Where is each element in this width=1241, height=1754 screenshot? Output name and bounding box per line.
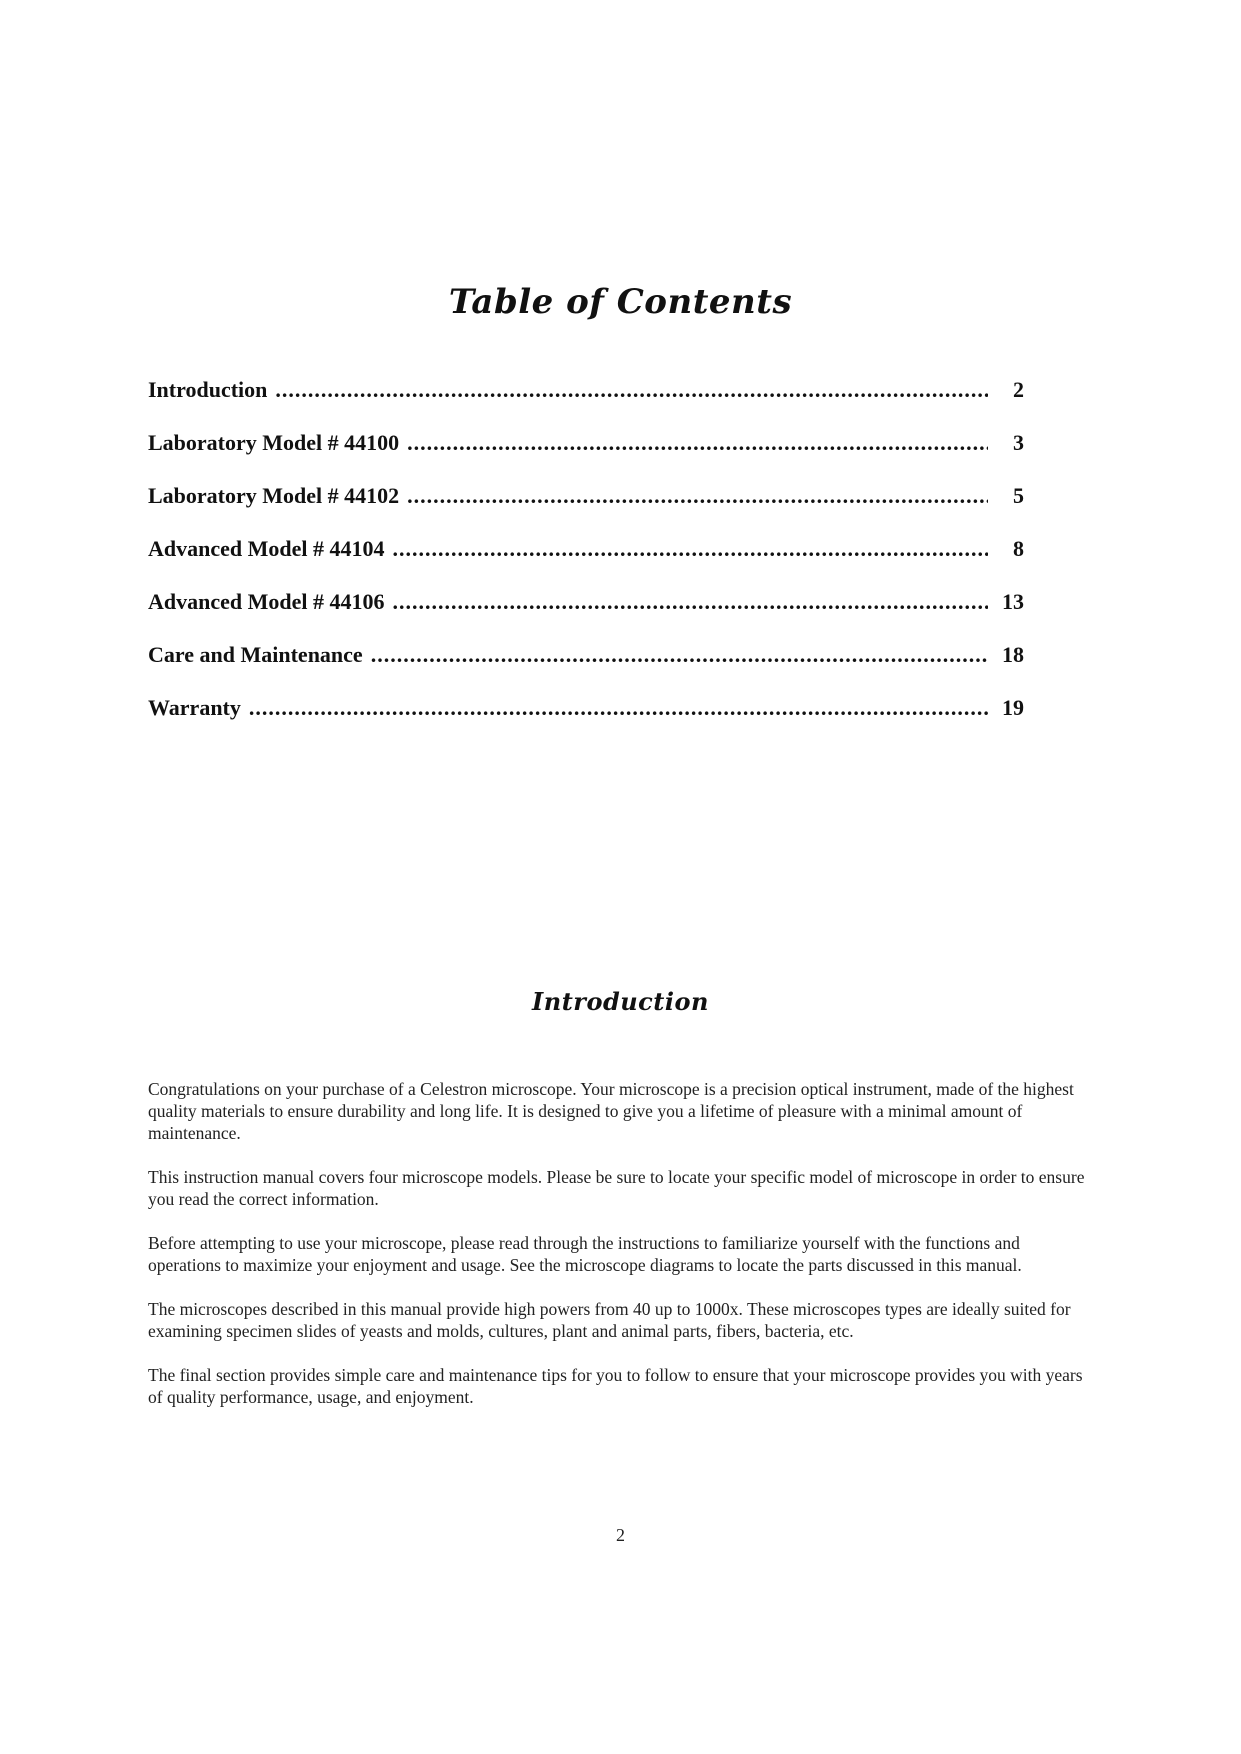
toc-entry-page: 8 [1013,536,1024,561]
toc-entry [148,640,1024,693]
toc-entry-page: 13 [1002,589,1024,614]
toc-entry-label: Care and Maintenance [148,642,363,667]
toc-entry-label: Advanced Model # 44104 [148,536,385,561]
introduction-paragraph: Congratulations on your purchase of a Celestron microscope. Your microscope is a precision optical instrument, made of the highest quality materials to ensure durability and long life. It is designed to give you a lifetime of pleasure with a minimal amount of maintenance. [148,1079,1074,1143]
introduction-paragraph: The microscopes described in this manual provide high powers from 40 up to 1000x. These microscopes types are ideally suited for examining specimen slides of yeasts and molds, cultures, plant and animal parts, fibers, bacteria, etc. [148,1299,1071,1341]
toc-dot-leader [393,534,989,564]
toc-entry-page: 2 [1013,377,1024,402]
toc-entry-label: Laboratory Model # 44100 [148,430,400,455]
toc-entry [148,375,1024,428]
introduction-body [148,1078,1093,1430]
toc-dot-leader [393,587,989,617]
introduction-paragraph: This instruction manual covers four microscope models. Please be sure to locate your specific model of microscope in order to ensure you read the correct information. [148,1167,1085,1209]
toc-entry-label: Advanced Model # 44106 [148,589,385,614]
toc-entry-label: Introduction [148,377,268,402]
toc-entry [148,481,1024,534]
table-of-contents-title: Table of Contents [448,282,793,322]
toc-entry [148,587,1024,640]
toc-entry-page: 3 [1013,430,1024,455]
table-of-contents [148,375,1024,746]
toc-entry [148,534,1024,587]
toc-entry-page: 5 [1013,483,1024,508]
toc-entry-label: Laboratory Model # 44102 [148,483,400,508]
toc-entry-page: 18 [1002,642,1024,667]
toc-entry-page: 19 [1002,695,1024,720]
toc-entry [148,428,1024,481]
toc-dot-leader [249,693,988,723]
toc-dot-leader [407,481,988,511]
toc-entry [148,693,1024,746]
introduction-paragraph: The final section provides simple care and maintenance tips for you to follow to ensure that your microscope provides you with years of quality performance, usage, and enjoyment. [148,1365,1083,1407]
toc-dot-leader [275,375,988,405]
introduction-paragraph: Before attempting to use your microscope, please read through the instructions to familiarize yourself with the functions and operations to maximize your enjoyment and usage. See the microscope diagrams to locate the parts discussed in this manual. [148,1233,1022,1275]
introduction-title: Introduction [532,987,709,1016]
toc-dot-leader [407,428,988,458]
page-number: 2 [616,1525,625,1545]
toc-dot-leader [371,640,988,670]
toc-entry-label: Warranty [148,695,241,720]
